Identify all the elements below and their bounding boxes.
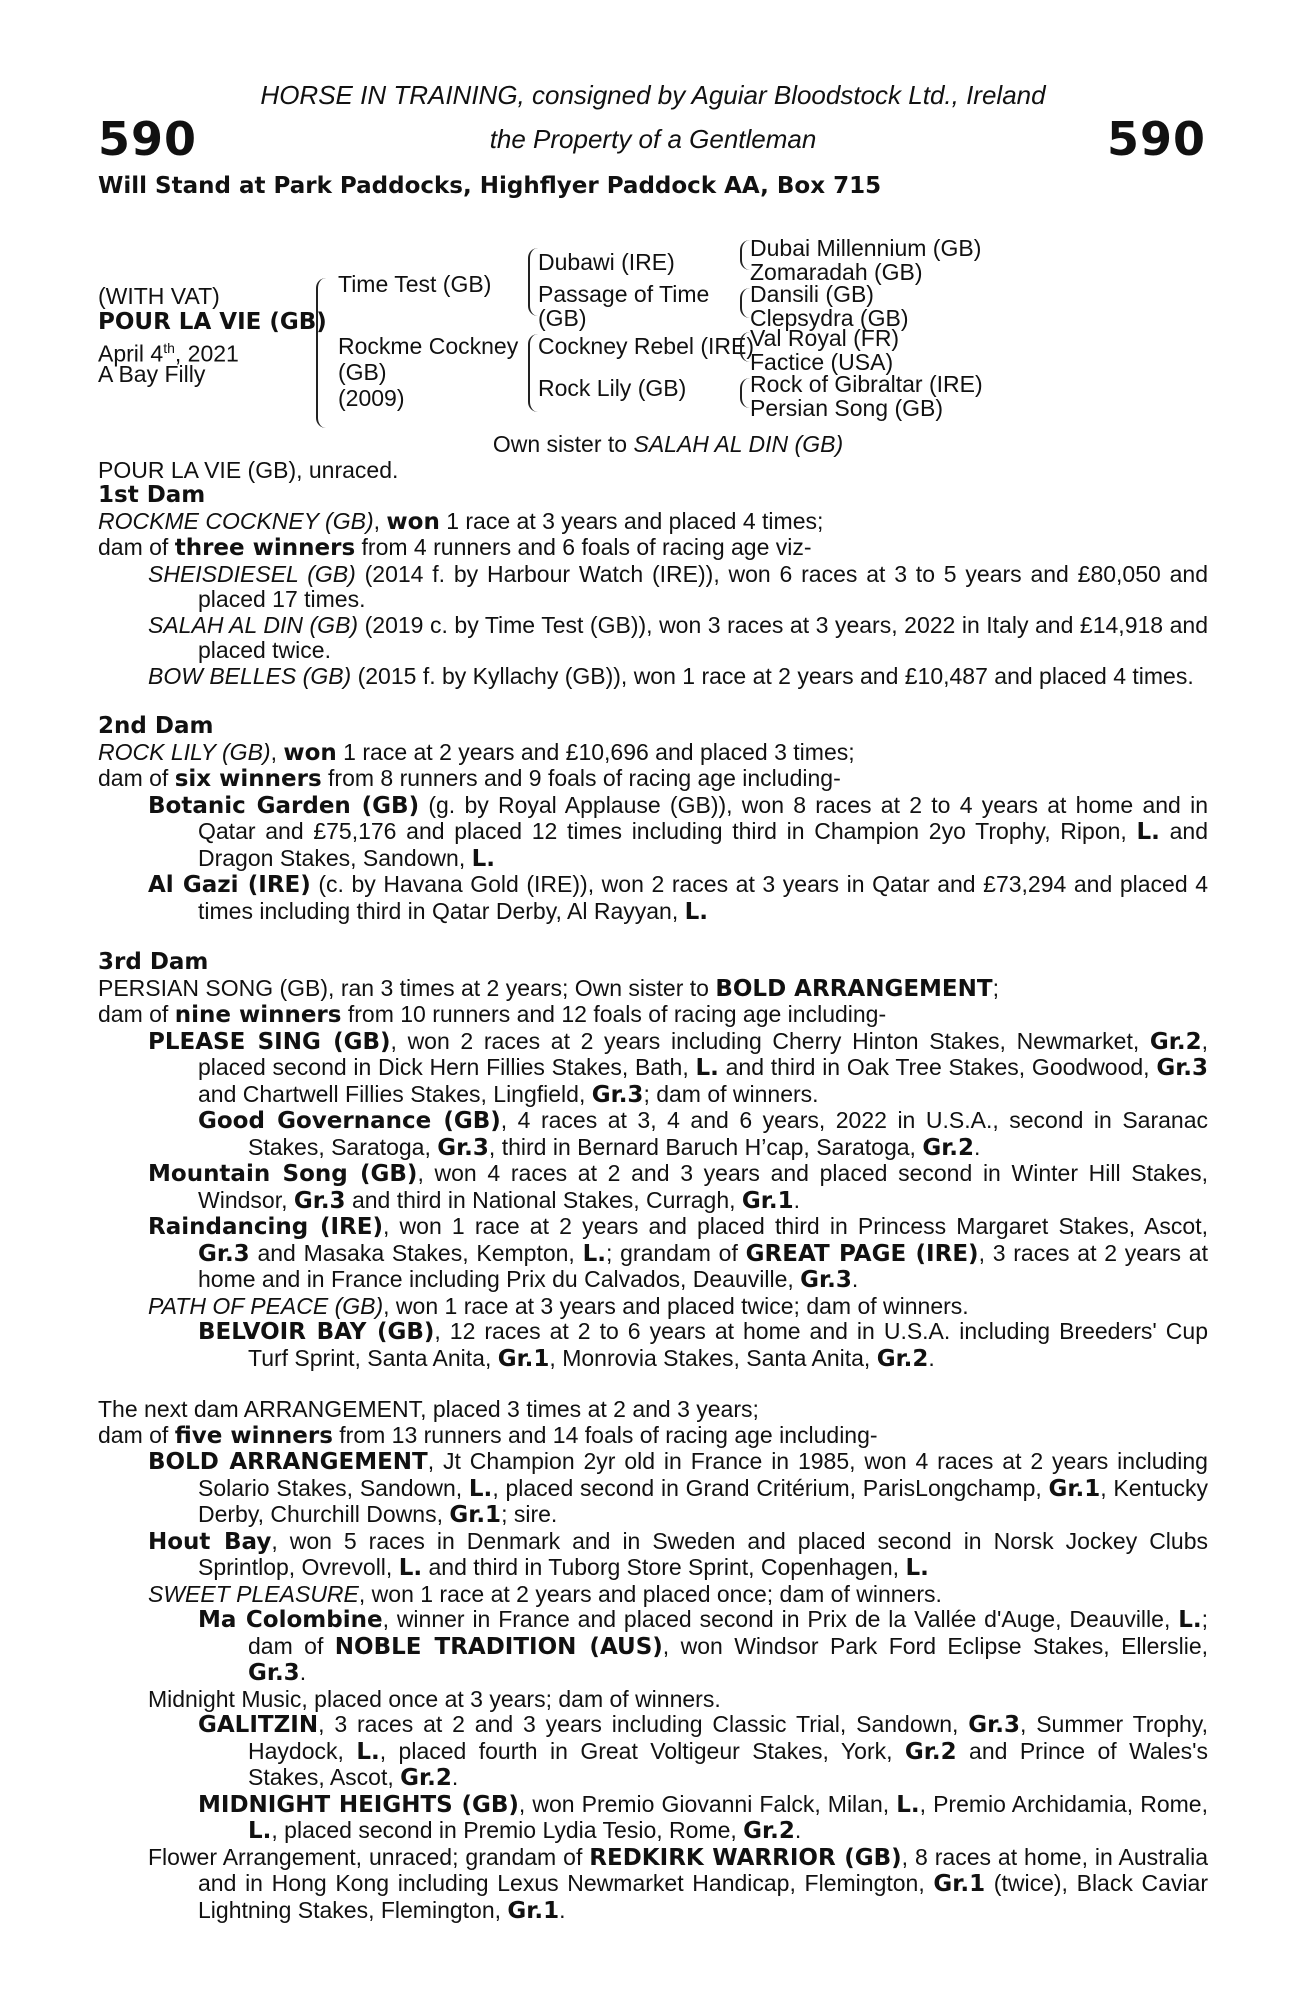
progeny-entry: BELVOIR BAY (GB), 12 races at 2 to 6 years at home and in U.S.A. including Breeders' Cup Turf Sprint, Santa Anita, Gr.1, Monrovia Stakes, Santa Anita, Gr.2. — [198, 1318, 1208, 1372]
progeny-entry: Flower Arrangement, unraced; grandam of REDKIRK WARRIOR (GB), 8 races at home, in Australia and in Hong Kong including Lexus Newmarket Handicap, Flemington, Gr.1 (twice), Black Caviar Lightning Stakes, Flemington, Gr.1. — [148, 1843, 1209, 1924]
progeny-entry: Midnight Music, placed once at 3 years; dam of winners. — [148, 1685, 721, 1712]
intro: POUR LA VIE (GB), unraced. — [98, 456, 399, 483]
second-dam-record: ROCK LILY (GB), won 1 race at 2 years and £10,696 and placed 3 times; — [98, 738, 855, 766]
dam-dam-sire: Rock of Gibraltar (IRE) — [750, 371, 983, 397]
first-dam-heading: 1st Dam — [98, 482, 206, 508]
brace-ss — [740, 240, 750, 270]
progeny-entry: SALAH AL DIN (GB) (2019 c. by Time Test (GB)), won 3 races at 3 years, 2022 in Italy and £14,918 and placed twice. — [148, 611, 1208, 663]
dam-sire-sire: Val Royal (FR) — [750, 325, 900, 351]
progeny-entry: Al Gazi (IRE) (c. by Havana Gold (IRE)), won 2 races at 3 years in Qatar and £73,294 and placed 4 times including third in Qatar Derby, Al Rayyan, L. — [148, 871, 1208, 925]
dam-line1: Rockme Cockney — [338, 333, 519, 359]
progeny-entry: SHEISDIESEL (GB) (2014 f. by Harbour Watch (IRE)), won 6 races at 3 to 5 years and £80,050 and placed 17 times. — [148, 560, 1208, 612]
progeny-entry: SWEET PLEASURE, won 1 race at 2 years and placed once; dam of winners. — [148, 1580, 942, 1607]
third-dam-record: PERSIAN SONG (GB), ran 3 times at 2 years; Own sister to BOLD ARRANGEMENT; — [98, 974, 999, 1002]
dam-line3: (2009) — [338, 385, 405, 411]
second-dam-produce: dam of six winners from 8 runners and 9 foals of racing age including- — [98, 765, 841, 792]
dam-dam-dam: Persian Song (GB) — [750, 395, 944, 421]
sire-dam-line1: Passage of Time — [538, 281, 710, 307]
progeny-entry: Ma Colombine, winner in France and placed second in Prix de la Vallée d'Auge, Deauville, L.; dam of NOBLE TRADITION (AUS), won Windsor Park Ford Eclipse Stakes, Ellerslie, Gr.3. — [198, 1606, 1208, 1686]
progeny-entry: Hout Bay, won 5 races in Denmark and in Sweden and placed second in Norsk Jockey Clubs Sprintlop, Ovrevoll, L. and third in Tuborg Store Sprint, Copenhagen, L. — [148, 1527, 1208, 1581]
sire-sire-dam: Zomaradah (GB) — [750, 259, 923, 285]
sire-dam-sire: Dansili (GB) — [750, 281, 874, 307]
dam-line2: (GB) — [338, 359, 387, 385]
dam-sire-dam: Factice (USA) — [750, 349, 894, 375]
sire-dam-line2: (GB) — [538, 305, 587, 331]
next-dam-produce: dam of five winners from 13 runners and 14 foals of racing age including- — [98, 1421, 878, 1449]
first-dam-produce: dam of three winners from 4 runners and 6 foals of racing age viz- — [98, 534, 812, 561]
dam-sire: Cockney Rebel (IRE) — [538, 333, 755, 359]
sire: Time Test (GB) — [338, 271, 492, 297]
progeny-entry: MIDNIGHT HEIGHTS (GB), won Premio Giovanni Falck, Milan, L., Premio Archidamia, Rome, L., placed second in Premio Lydia Tesio, Rome, Gr.2. — [198, 1790, 1208, 1844]
sire-sire: Dubawi (IRE) — [538, 249, 675, 275]
progeny-entry: PATH OF PEACE (GB), won 1 race at 3 years and placed twice; dam of winners. — [148, 1292, 969, 1319]
brace-sire-dam — [316, 278, 328, 428]
progeny-entry: Good Governance (GB), 4 races at 3, 4 and 6 years, 2022 in U.S.A., second in Saranac Stakes, Saratoga, Gr.3, third in Bernard Baruch H’cap, Saratoga, Gr.2. — [198, 1107, 1208, 1161]
brace-ds — [740, 332, 750, 362]
progeny-entry: Raindancing (IRE), won 1 race at 2 years and placed third in Princess Margaret Stakes, Ascot, Gr.3 and Masaka Stakes, Kempton, L.; grandam of GREAT PAGE (IRE), 3 races at 2 years at home and in France including Prix du Calvados, Deauville, Gr.3. — [148, 1213, 1208, 1293]
second-dam-heading: 2nd Dam — [98, 713, 214, 739]
first-dam-record: ROCKME COCKNEY (GB), won 1 race at 3 years and placed 4 times; — [98, 507, 824, 535]
lot-number-right: 590 — [1106, 112, 1206, 166]
sister-note: Own sister to SALAH AL DIN (GB) — [492, 431, 844, 457]
progeny-entry: BOW BELLES (GB) (2015 f. by Kyllachy (GB)), won 1 race at 2 years and £10,487 and placed 4 times. — [148, 662, 1194, 689]
sex-colour: A Bay Filly — [98, 361, 206, 387]
foaling-date: April 4th, 2021 — [98, 340, 239, 367]
lot-number-left: 590 — [98, 112, 198, 166]
sire-sire-sire: Dubai Millennium (GB) — [750, 235, 982, 261]
horse-name: POUR LA VIE (GB) — [98, 309, 327, 335]
progeny-entry: Botanic Garden (GB) (g. by Royal Applause (GB)), won 8 races at 2 to 4 years at home and in Qatar and £75,176 and placed 12 times including third in Champion 2yo Trophy, Ripon, L. and Dragon Stakes, Sandown, L. — [148, 791, 1209, 872]
progeny-entry: BOLD ARRANGEMENT, Jt Champion 2yr old in France in 1985, won 4 races at 2 years including Solario Stakes, Sandown, L., placed second in Grand Critérium, ParisLongchamp, Gr.1, Kentucky Derby, Churchill Downs, Gr.1; sire. — [148, 1448, 1208, 1528]
property-line: the Property of a Gentleman — [489, 124, 817, 154]
stand-line: Will Stand at Park Paddocks, Highflyer Paddock AA, Box 715 — [98, 173, 882, 199]
progeny-entry: Mountain Song (GB), won 4 races at 2 and 3 years and placed second in Winter Hill Stakes, Windsor, Gr.3 and third in National Stakes, Curragh, Gr.1. — [148, 1160, 1208, 1214]
consignor-line: HORSE IN TRAINING, consigned by Aguiar Bloodstock Ltd., Ireland — [260, 80, 1046, 110]
vat-note: (WITH VAT) — [98, 283, 220, 309]
dam-dam: Rock Lily (GB) — [538, 375, 687, 401]
progeny-entry: PLEASE SING (GB), won 2 races at 2 years including Cherry Hinton Stakes, Newmarket, Gr.2, placed second in Dick Hern Fillies Stakes, Bath, L. and third in Oak Tree Stakes, Goodwood, Gr.3 and Chartwell Fillies Stakes, Lingfield, Gr.3; dam of winners. — [148, 1027, 1208, 1108]
progeny-entry: GALITZIN, 3 races at 2 and 3 years including Classic Trial, Sandown, Gr.3, Summer Trophy, Haydock, L., placed fourth in Great Voltigeur Stakes, York, Gr.2 and Prince of Wales's Stakes, Ascot, Gr.2. — [198, 1711, 1209, 1791]
sire-dam-dam: Clepsydra (GB) — [750, 305, 909, 331]
brace-sd — [740, 288, 750, 318]
third-dam-produce: dam of nine winners from 10 runners and 12 foals of racing age including- — [98, 1001, 887, 1028]
produce-record — [98, 432, 1208, 1924]
next-dam-record: The next dam ARRANGEMENT, placed 3 times at 2 and 3 years; — [98, 1396, 759, 1422]
third-dam-heading: 3rd Dam — [98, 949, 209, 975]
brace-dd — [740, 378, 750, 408]
